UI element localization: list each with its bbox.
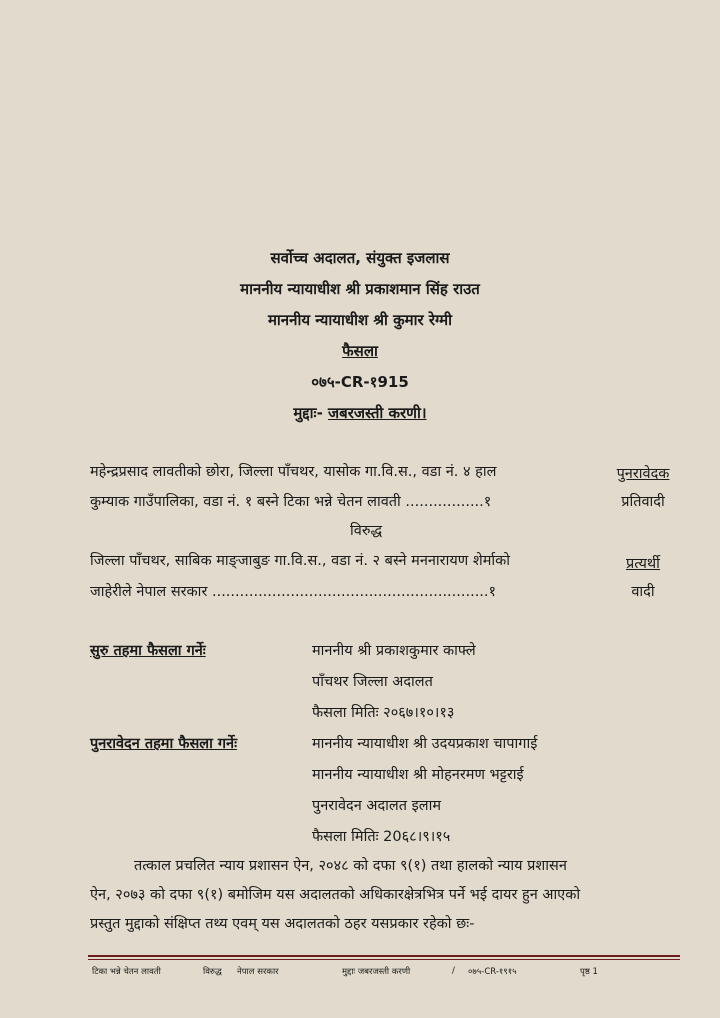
footer-page-number: पृष्ठ 1 <box>580 967 598 977</box>
appeal-judge-2: माननीय न्यायाधीश श्री मोहनरमण भट्टराई <box>312 767 524 783</box>
appellant-role-1: पुनरावेदक <box>616 466 670 482</box>
respondent-line-1: जिल्ला पाँचथर, साबिक माङ्जाबुङ गा.वि.स., वडा नं. २ बस्ने मननारायण शेर्माको <box>90 553 511 569</box>
appellant-line-2: कुम्याक गाउँपालिका, वडा नं. १ बस्ने टिका भन्ने चेतन लावती .................१ <box>90 494 492 510</box>
footer-separator: / <box>452 966 455 976</box>
appeal-court: पुनरावेदन अदालत इलाम <box>312 798 442 814</box>
footer-rule <box>88 955 680 957</box>
case-number: ०७५-CR-१915 <box>311 373 409 391</box>
respondent-role-2: वादी <box>631 584 655 600</box>
footer-respondent: नेपाल सरकार <box>237 967 279 977</box>
respondent-role-1: प्रत्यर्थी <box>626 556 660 572</box>
verdict-title: फैसला <box>342 342 378 360</box>
appeal-label: पुनरावेदन तहमा फैसला गर्नेः <box>90 736 238 752</box>
appeal-judge-1: माननीय न्यायाधीश श्री उदयप्रकाश चापागाई <box>312 736 538 752</box>
case-subject <box>0 403 720 423</box>
justice-2: माननीय न्यायाधीश श्री कुमार रेग्मी <box>267 311 453 329</box>
footer-subject: मुद्दाः जबरजस्ती करणी <box>342 967 411 977</box>
versus: विरुद्ध <box>350 523 383 539</box>
first-instance-court: पाँचथर जिल्ला अदालत <box>312 674 433 690</box>
first-instance-judge: माननीय श्री प्रकाशकुमार काफ्ले <box>312 643 476 659</box>
first-instance-label: सुरु तहमा फैसला गर्नेः <box>90 643 206 659</box>
court-name: सर्वोच्च अदालत, संयुक्त इजलास <box>270 249 450 267</box>
subject-text: जबरजस्ती करणी। <box>328 404 427 422</box>
body-line-1: तत्काल प्रचलित न्याय प्रशासन ऐन, २०४८ को दफा ९(१) तथा हालको न्याय प्रशासन <box>134 858 567 874</box>
footer-versus: विरुद्ध <box>203 967 222 977</box>
body-line-3: प्रस्तुत मुद्दाको संक्षिप्त तथ्य एवम् यस अदालतको ठहर यसप्रकार रहेको छः- <box>90 916 475 932</box>
justice-1: माननीय न्यायाधीश श्री प्रकाशमान सिंह राउत <box>240 280 480 298</box>
first-instance-date: फैसला मितिः २०६७।१०।१३ <box>312 705 455 721</box>
appeal-date: फैसला मितिः 20६८।९।१५ <box>312 829 451 845</box>
body-line-2: ऐन, २०७३ को दफा ९(१) बमोजिम यस अदालतको अधिकारक्षेत्रभित्र पर्ने भई दायर हुन आएको <box>90 887 581 903</box>
appellant-role-2: प्रतिवादी <box>621 494 665 510</box>
appellant-line-1: महेन्द्रप्रसाद लावतीको छोरा, जिल्ला पाँचथर, यासोक गा.वि.स., वडा नं. ४ हाल <box>90 464 497 480</box>
footer-parties: टिका भन्ने चेतन लावती <box>92 967 161 977</box>
subject-label: मुद्दाः- <box>293 404 323 422</box>
footer-rule-thin <box>88 959 680 960</box>
respondent-line-2: जाहेरीले नेपाल सरकार ............................................................१ <box>90 584 497 600</box>
footer-case-number: ०७५-CR-१९१५ <box>468 967 517 977</box>
